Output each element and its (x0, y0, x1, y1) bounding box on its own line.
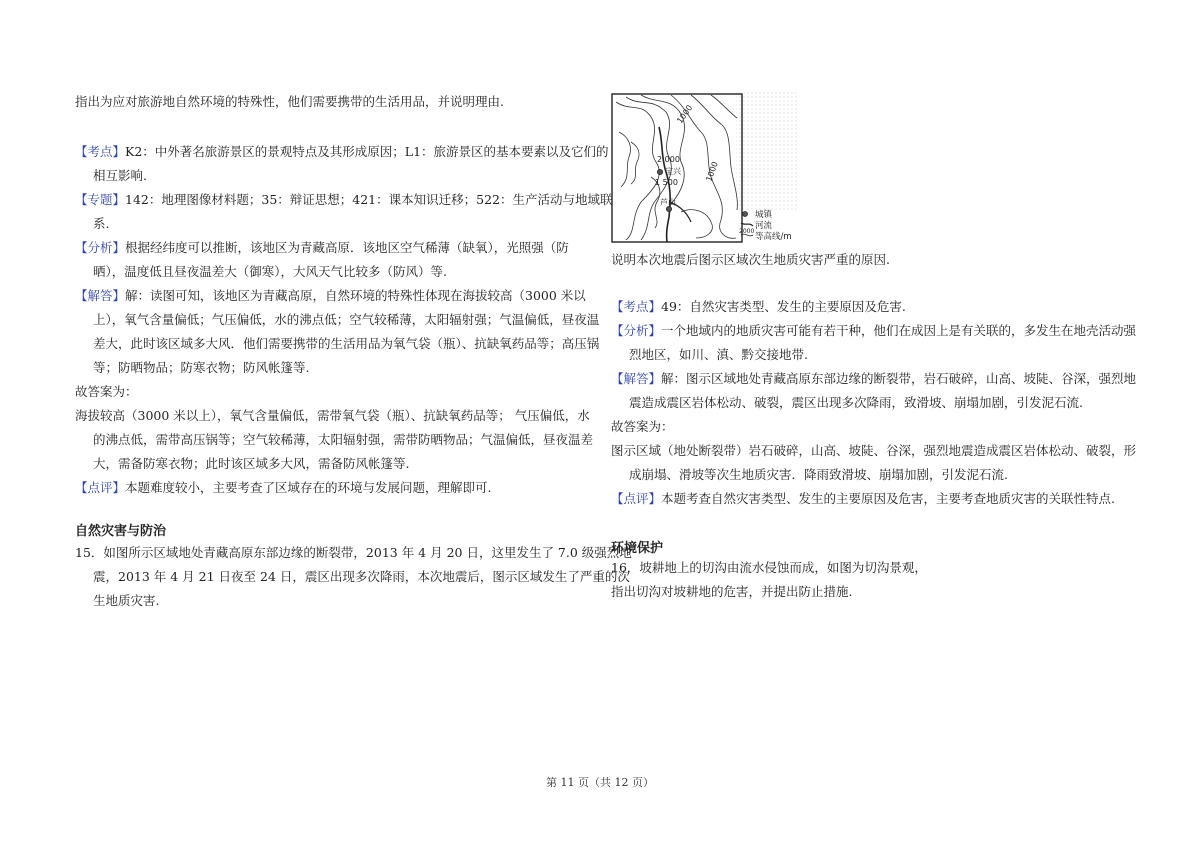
fenxi-text: 根据经纬度可以推断，该地区为青藏高原．该地区空气稀薄（缺氧），光照强（防 (125, 240, 569, 255)
answer-line-1: 海拔较高（3000 米以上），氧气含量偏低，需带氧气袋（瓶）、抗缺氧药品等； 气压偏低，水 (75, 408, 590, 423)
r-jieda-line-2: 震造成震区岩体松动、破裂，震区出现多次降雨，致滑坡、崩塌加剧，引发泥石流. (629, 395, 1083, 410)
r-fenxi-line-2: 烈地区，如川、滇、黔交接地带. (629, 347, 808, 362)
r-fenxi-tag: 【分析】 (611, 323, 662, 338)
r-dianping-tag: 【点评】 (611, 491, 662, 506)
page-footer: 第 11 页（共 12 页） (546, 776, 654, 789)
fenxi-tag: 【分析】 (75, 240, 126, 255)
label-2000: 2 000 (657, 155, 680, 164)
town-marker-baoxing (657, 169, 662, 174)
r-fenxi-text: 一个地域内的地质灾害可能有若干种，他们在成因上是有关联的，多发生在地壳活动强 (661, 323, 1137, 338)
label-1000-top: 1000 (675, 103, 695, 126)
section-title-disaster: 自然灾害与防治 (75, 524, 167, 539)
r-jieda-tag: 【解答】 (611, 371, 662, 386)
section-title-environment: 环境保护 (611, 541, 664, 556)
q15-line-2: 震，2013 年 4 月 21 日夜至 24 日，震区出现多次降雨，本次地震后，图示区域发生了严重的次 (93, 569, 630, 584)
answer-line-2: 的沸点低，需带高压锅等；空气较稀薄，太阳辐射强，需带防晒物品；气温偏低，昼夜温差 (93, 432, 594, 447)
legend-town: 城镇 (755, 210, 773, 220)
r-fenxi-line (611, 318, 1136, 344)
r-answer-line-2: 成崩塌、滑坡等次生地质灾害．降雨致滑坡、崩塌加剧，引发泥石流. (629, 467, 1008, 482)
map-legend (739, 209, 792, 242)
kaodian-line (75, 139, 609, 165)
jieda-tag: 【解答】 (75, 288, 126, 303)
q16-line-2: 指出切沟对坡耕地的危害，并提出防止措施. (611, 584, 853, 599)
zhuanti-line (75, 187, 613, 213)
q15-line-1: 15．如图所示区域地处青藏高原东部边缘的断裂带，2013 年 4 月 20 日，这里发生了 7.0 级强烈地 (75, 545, 632, 560)
r-dianping-line (611, 486, 1115, 512)
map-caption: 说明本次地震后图示区域次生地质灾害严重的原因. (611, 252, 890, 267)
fenxi-line-2: 晒），温度低且昼夜温差大（御寒），大风天气比较多（防风）等. (93, 264, 447, 279)
q16-line-1: 16．坡耕地上的切沟由流水侵蚀而成，如图为切沟景观， (611, 560, 927, 575)
r-jieda-text: 解：图示区域地处青藏高原东部边缘的断裂带，岩石破碎，山高、坡陡、谷深，强烈地 (661, 371, 1137, 386)
zhuanti-line-2: 系. (93, 216, 110, 231)
zhuanti-tag: 【专题】 (75, 192, 126, 207)
kaodian-tag: 【考点】 (75, 144, 126, 159)
r-dianping-text: 本题考查自然灾害类型、发生的主要原因及危害，主要考查地质灾害的关联性特点. (661, 491, 1115, 506)
r-answer-label: 故答案为： (611, 419, 674, 434)
jieda-line-2: 上），氧气含量偏低；气压偏低，水的沸点低；空气较稀薄，太阳辐射强；气温偏低，昼夜温 (93, 312, 600, 327)
r-kaodian-text: 49：自然灾害类型、发生的主要原因及危害. (661, 299, 906, 314)
dianping-text: 本题难度较小，主要考查了区域存在的环境与发展问题，理解即可. (125, 480, 492, 495)
jieda-line (75, 283, 586, 309)
fenxi-line (75, 235, 569, 261)
legend-river: 河流 (755, 221, 773, 231)
jieda-line-4: 等；防晒物品；防寒衣物；防风帐篷等. (93, 360, 310, 375)
legend-town-icon (743, 212, 748, 217)
kaodian-line-2: 相互影响. (93, 168, 147, 183)
legend-river-icon (741, 223, 753, 226)
label-1500: 1 500 (655, 178, 678, 187)
answer-line-3: 大，需备防寒衣物；此时该区域多大风，需备防风帐篷等. (93, 456, 410, 471)
kaodian-text: K2：中外著名旅游景区的景观特点及其形成原因；L1：旅游景区的基本要素以及它们的 (125, 144, 609, 159)
zhuanti-text: 142：地理图像材料题；35：辩证思想；421：课本知识迁移；522：生产活动与地域联 (125, 192, 613, 207)
r-kaodian-tag: 【考点】 (611, 299, 662, 314)
jieda-line-3: 差大，此时该区域多大风．他们需要携带的生活用品为氧气袋（瓶）、抗缺氧药品等；高压锅 (93, 336, 600, 351)
answer-label: 故答案为： (75, 384, 138, 399)
dianping-tag: 【点评】 (75, 480, 126, 495)
label-1000-right: 1000 (704, 160, 720, 183)
intro-line: 指出为应对旅游地自然环境的特殊性，他们需要携带的生活用品，并说明理由. (75, 94, 504, 109)
legend-contour-num: 2000 (739, 228, 755, 235)
dianping-line (75, 475, 492, 501)
legend-contour: 等高线/m (755, 232, 792, 242)
q15-line-3: 生地质灾害. (93, 593, 160, 608)
contour-map (611, 92, 797, 244)
r-jieda-line (611, 366, 1136, 392)
town-marker-lushan (666, 206, 671, 211)
label-town-lushan: 芦山 (660, 198, 676, 207)
map-dotted-area (736, 92, 797, 212)
r-kaodian-line (611, 294, 906, 320)
jieda-text: 解：读图可知，该地区为青藏高原，自然环境的特殊性体现在海拔较高（3000 米以 (125, 288, 586, 303)
label-town-baoxing: 宝兴 (665, 167, 681, 176)
r-answer-line-1: 图示区域（地处断裂带）岩石破碎，山高、坡陡、谷深，强烈地震造成震区岩体松动、破裂，形 (611, 443, 1137, 458)
